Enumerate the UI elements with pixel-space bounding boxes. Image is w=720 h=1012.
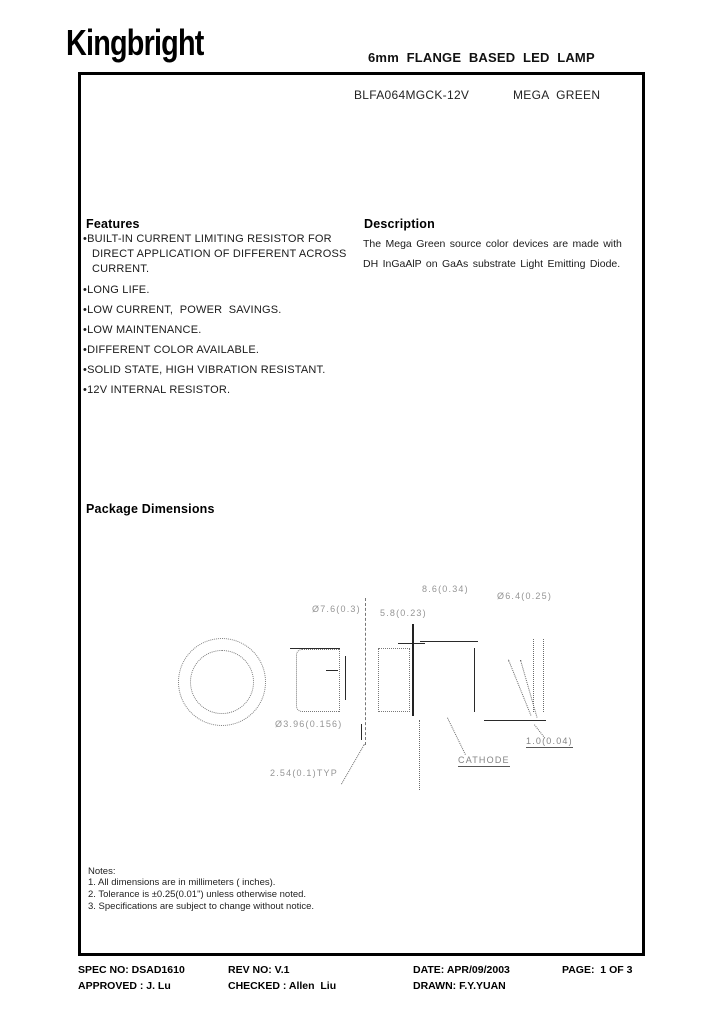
document-title: 6mm FLANGE BASED LED LAMP	[368, 50, 595, 65]
flange-edge-line	[412, 624, 414, 716]
feature-line	[83, 324, 202, 336]
part-number: BLFA064MGCK-12V	[354, 88, 470, 102]
dimension-line	[474, 648, 475, 712]
checked-by: CHECKED : Allen Liu	[228, 980, 337, 992]
feature-text: LOW MAINTENANCE.	[87, 324, 202, 336]
notes-heading: Notes:	[88, 866, 116, 877]
feature-text: LONG LIFE.	[87, 284, 150, 296]
extension-line	[365, 598, 366, 745]
feature-text: DIRECT APPLICATION OF DIFFERENT ACROSS	[92, 248, 347, 260]
feature-line	[83, 304, 282, 316]
approved-by: APPROVED : J. Lu	[78, 980, 171, 992]
dimension-label: 8.6(0.34)	[422, 584, 469, 594]
rev-no: REV NO: V.1	[228, 964, 290, 976]
dimension-label: Ø3.96(0.156)	[275, 719, 343, 729]
package-dimension-drawing	[170, 575, 573, 805]
dimension-label: 5.8(0.23)	[380, 608, 427, 618]
panel-section-line	[533, 639, 534, 712]
feature-text: CURRENT.	[92, 263, 150, 275]
feature-line	[92, 263, 149, 275]
features-heading: Features	[86, 217, 140, 231]
drawn-by: DRAWN: F.Y.YUAN	[413, 980, 506, 992]
source-color: MEGA GREEN	[513, 88, 601, 102]
page-number: PAGE: 1 OF 3	[562, 964, 633, 976]
panel-section-line	[543, 639, 544, 712]
bullet: •	[83, 304, 88, 316]
lamp-flange-side-view	[378, 648, 410, 712]
front-view-inner-circle	[190, 650, 254, 714]
feature-text: 12V INTERNAL RESISTOR.	[87, 384, 231, 396]
feature-line	[92, 248, 347, 260]
bullet: •	[83, 324, 88, 336]
panel-line-bottom	[484, 720, 546, 721]
bullet: •	[83, 284, 88, 296]
bullet: •	[83, 344, 88, 356]
package-dimensions-heading: Package Dimensions	[86, 502, 215, 516]
dimension-tick	[326, 670, 338, 671]
note-item: 3. Specifications are subject to change without notice.	[88, 901, 315, 912]
description-line: The Mega Green source color devices are made with	[363, 238, 622, 250]
description-line: DH InGaAlP on GaAs substrate Light Emitting Diode.	[363, 258, 621, 270]
feature-text: SOLID STATE, HIGH VIBRATION RESISTANT.	[87, 364, 326, 376]
note-item: 2. Tolerance is ±0.25(0.01") unless otherwise noted.	[88, 889, 307, 900]
date: DATE: APR/09/2003	[413, 964, 510, 976]
feature-line	[83, 233, 332, 245]
description-heading: Description	[364, 217, 435, 231]
dimension-label: Ø7.6(0.3)	[312, 604, 361, 614]
feature-text: DIFFERENT COLOR AVAILABLE.	[87, 344, 260, 356]
bullet: •	[83, 364, 88, 376]
panel-line-top	[420, 641, 478, 642]
dimension-line	[345, 656, 346, 700]
feature-line	[83, 284, 150, 296]
dimension-label: 1.0(0.04)	[526, 736, 573, 746]
feature-line	[83, 364, 326, 376]
leader-line	[447, 718, 466, 755]
dimension-label: 2.54(0.1)TYP	[270, 768, 338, 778]
feature-line	[83, 384, 230, 396]
dimension-label: Ø6.4(0.25)	[497, 591, 553, 601]
bullet: •	[83, 384, 88, 396]
leader-line	[341, 744, 365, 784]
kingbright-logo: Kingbright	[66, 22, 204, 63]
feature-text: BUILT-IN CURRENT LIMITING RESISTOR FOR	[87, 233, 332, 245]
cathode-label: CATHODE	[458, 755, 510, 765]
lead-line	[419, 720, 420, 790]
dimension-tick	[361, 724, 362, 740]
note-item: 1. All dimensions are in millimeters ( inches).	[88, 877, 276, 888]
lamp-body-side-view	[296, 649, 340, 712]
feature-text: LOW CURRENT, POWER SAVINGS.	[87, 304, 282, 316]
bullet: •	[83, 233, 88, 245]
spec-no: SPEC NO: DSAD1610	[78, 964, 185, 976]
feature-line	[83, 344, 259, 356]
